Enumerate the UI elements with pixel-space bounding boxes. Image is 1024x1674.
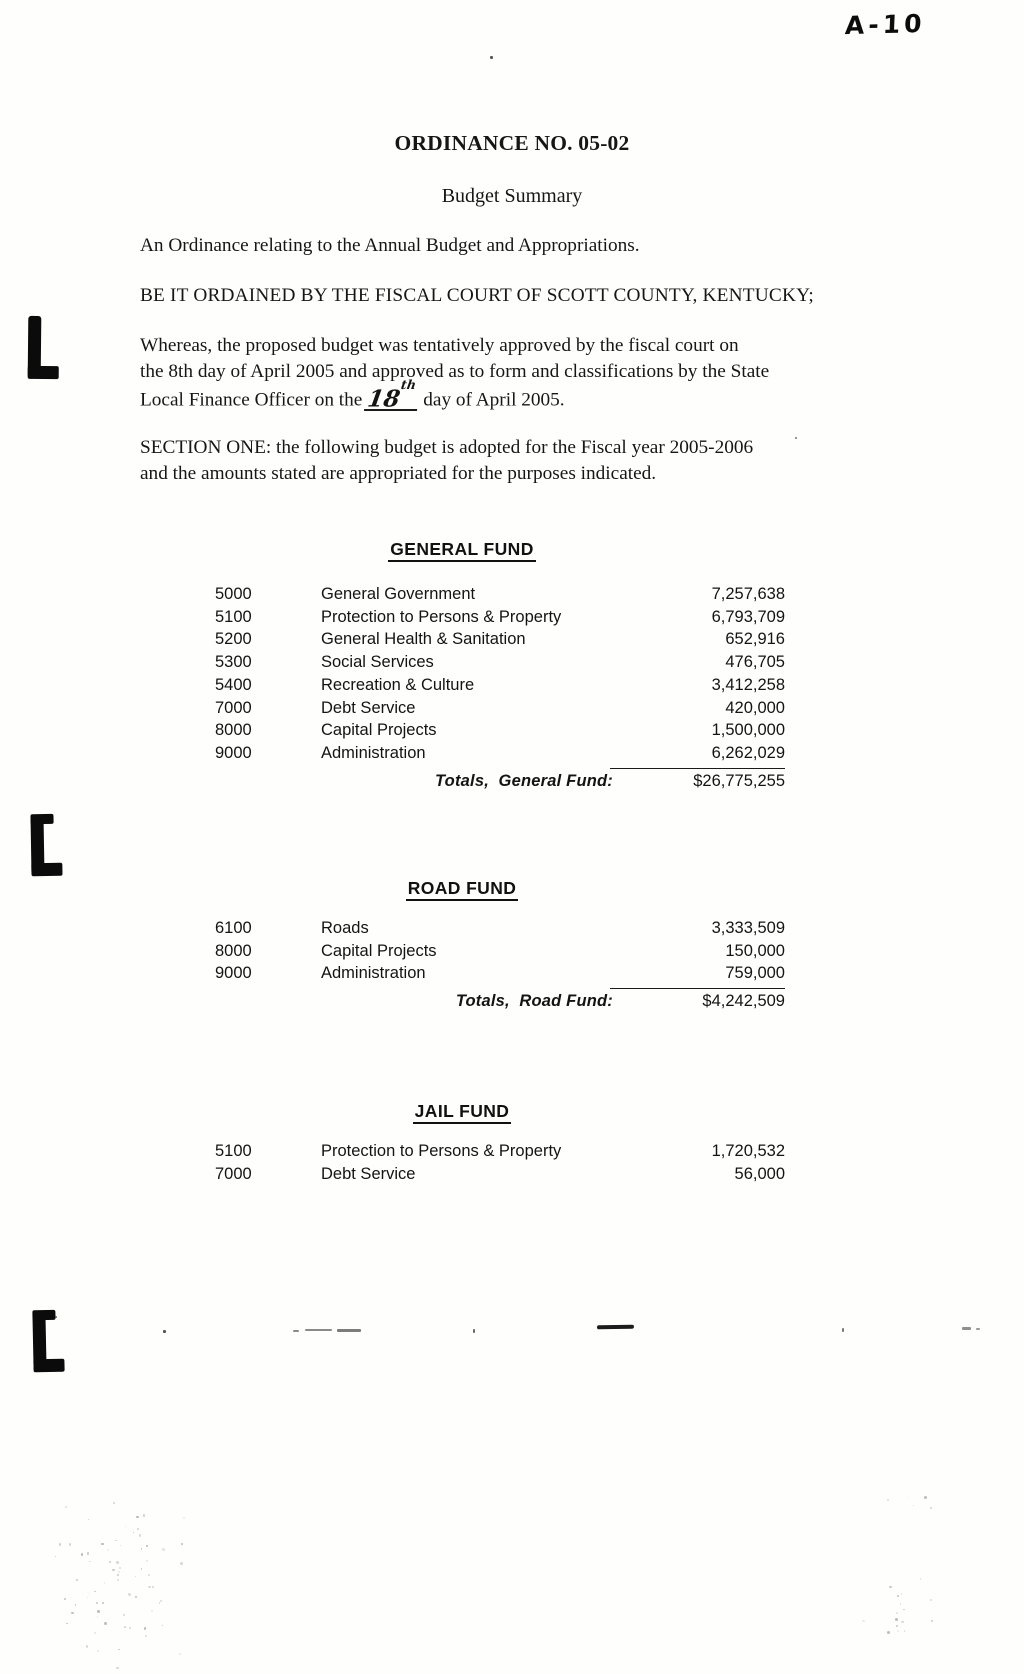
- row-amount: 3,412,258: [711, 675, 785, 694]
- whereas-line: [140, 377, 840, 413]
- jail-fund-table: [215, 1140, 785, 1185]
- table-row: [215, 651, 785, 674]
- row-amount: 7,257,638: [711, 585, 785, 603]
- row-code: 5000: [215, 585, 252, 603]
- table-row: [215, 583, 785, 606]
- row-code: 7000: [215, 698, 252, 717]
- noise-speck: [97, 1610, 100, 1613]
- binder-bracket-mark: [32, 1311, 64, 1372]
- noise-speck: [901, 1593, 902, 1594]
- noise-speck: [133, 1532, 134, 1533]
- noise-speck: [135, 1596, 137, 1598]
- table-row: [215, 719, 785, 742]
- bracket-cap: [32, 1310, 55, 1320]
- noise-speck: [903, 1609, 905, 1611]
- scan-artifact-tick: [473, 1329, 475, 1333]
- row-label: Capital Projects: [321, 721, 437, 740]
- row-label: Debt Service: [321, 698, 416, 717]
- row-amount: 652,916: [725, 630, 785, 649]
- table-row: [215, 674, 785, 697]
- row-label: Administration: [321, 964, 426, 983]
- noise-speck: [81, 1553, 83, 1555]
- noise-speck: [135, 1576, 136, 1577]
- noise-speck: [129, 1627, 131, 1629]
- noise-speck: [908, 1497, 909, 1498]
- noise-speck: [104, 1582, 106, 1584]
- noise-speck: [180, 1562, 183, 1565]
- noise-speck: [113, 1569, 114, 1570]
- noise-speck: [897, 1630, 899, 1632]
- noise-speck: [102, 1602, 104, 1604]
- row-code: 5300: [215, 653, 252, 672]
- noise-speck: [144, 1627, 146, 1629]
- row-amount: 476,705: [725, 653, 785, 672]
- section-one-clause: [140, 435, 840, 486]
- noise-speck: [125, 1526, 126, 1527]
- general-fund-heading: [200, 539, 724, 560]
- noise-speck: [159, 1602, 161, 1604]
- row-label: General Government: [321, 585, 476, 603]
- totals-row: [215, 770, 785, 793]
- noise-speck: [94, 1591, 95, 1592]
- noise-speck: [86, 1645, 89, 1648]
- row-code: 6100: [215, 919, 252, 937]
- row-code: 5100: [215, 607, 252, 626]
- row-label: General Health & Sanitation: [321, 630, 526, 649]
- noise-speck: [148, 1586, 151, 1589]
- noise-speck: [87, 1597, 88, 1598]
- scan-artifact-dot: [55, 1316, 57, 1318]
- noise-speck: [75, 1604, 77, 1606]
- noise-speck: [901, 1621, 903, 1623]
- row-amount: 150,000: [725, 941, 785, 960]
- noise-speck: [148, 1574, 150, 1576]
- noise-speck: [151, 1610, 153, 1612]
- document-subtitle: Budget Summary: [441, 185, 583, 207]
- noise-speck: [141, 1568, 142, 1569]
- handwritten-day-number: 18: [366, 385, 403, 413]
- row-amount: 1,720,532: [711, 1142, 785, 1160]
- row-code: 9000: [215, 743, 252, 762]
- noise-speck: [117, 1574, 119, 1576]
- noise-speck: [89, 1561, 91, 1563]
- bracket-cap: [30, 814, 53, 824]
- bracket-foot: [31, 863, 62, 877]
- noise-speck: [887, 1631, 890, 1634]
- noise-speck: [896, 1612, 898, 1614]
- road-fund-heading-label: ROAD FUND: [406, 878, 519, 901]
- table-row: [215, 917, 785, 940]
- totals-rule: [610, 768, 785, 769]
- noise-speck: [160, 1600, 162, 1602]
- whereas-line: Whereas, the proposed budget was tentatively approved by the fiscal court on: [140, 335, 739, 356]
- noise-speck: [162, 1548, 165, 1551]
- bracket-foot: [33, 1359, 64, 1373]
- scan-artifact-dash: [976, 1328, 980, 1330]
- row-amount: 56,000: [734, 1164, 785, 1183]
- noise-speck: [55, 1556, 56, 1557]
- noise-speck: [117, 1579, 119, 1581]
- page-reference-handwritten: A-10: [844, 8, 927, 41]
- ordinance-title: ORDINANCE NO. 05-02: [394, 131, 630, 155]
- noise-speck: [139, 1534, 142, 1537]
- table-row: [215, 940, 785, 963]
- row-amount: 1,500,000: [711, 721, 785, 740]
- road-fund-table: [215, 917, 785, 1013]
- noise-speck: [116, 1561, 118, 1563]
- whereas-line3-prefix: Local Finance Officer on the: [140, 389, 363, 411]
- whereas-clause: [140, 333, 840, 413]
- noise-speck: [115, 1540, 116, 1541]
- noise-speck: [895, 1618, 898, 1621]
- scan-artifact-dash: [597, 1325, 634, 1330]
- noise-speck: [889, 1586, 892, 1589]
- noise-speck: [920, 1578, 922, 1580]
- noise-speck: [897, 1595, 899, 1597]
- row-amount: 6,793,709: [711, 607, 785, 626]
- noise-speck: [94, 1632, 96, 1634]
- noise-speck: [104, 1622, 107, 1625]
- row-label: Social Services: [321, 653, 434, 672]
- noise-speck: [162, 1625, 163, 1626]
- section-one-line: and the amounts stated are appropriated for the purposes indicated.: [140, 462, 657, 484]
- binder-bracket-mark: [30, 815, 62, 876]
- table-row: [215, 628, 785, 651]
- noise-speck: [107, 1549, 109, 1551]
- bracket-foot: [28, 366, 59, 379]
- noise-speck: [113, 1502, 116, 1505]
- noise-speck: [183, 1517, 185, 1519]
- noise-speck: [118, 1571, 119, 1572]
- row-label: Recreation & Culture: [321, 675, 475, 694]
- noise-speck: [143, 1514, 146, 1517]
- noise-speck: [931, 1620, 933, 1622]
- table-row: [215, 1163, 785, 1186]
- row-code: 5400: [215, 675, 252, 694]
- noise-speck: [97, 1650, 99, 1652]
- row-label: Capital Projects: [321, 941, 437, 960]
- noise-speck: [904, 1630, 906, 1632]
- totals-amount: $4,242,509: [702, 992, 785, 1011]
- noise-speck: [128, 1593, 131, 1596]
- noise-speck: [152, 1586, 154, 1588]
- noise-speck: [64, 1598, 66, 1600]
- noise-speck: [900, 1603, 901, 1604]
- row-label: Protection to Persons & Property: [321, 1142, 562, 1160]
- noise-speck: [145, 1635, 147, 1637]
- whereas-line: the 8th day of April 2005 and approved as to form and classifications by the State: [140, 360, 770, 382]
- noise-speck: [181, 1543, 183, 1545]
- table-row: [215, 1140, 785, 1163]
- table-row: [215, 697, 785, 720]
- noise-speck: [124, 1626, 126, 1628]
- row-amount: 759,000: [725, 964, 785, 983]
- road-fund-heading: [200, 878, 724, 899]
- noise-speck: [69, 1543, 72, 1546]
- general-fund-heading-label: GENERAL FUND: [388, 539, 536, 562]
- noise-speck: [97, 1616, 98, 1617]
- noise-speck: [87, 1552, 90, 1555]
- jail-fund-heading-label: JAIL FUND: [413, 1101, 512, 1124]
- whereas-line3-suffix: day of April 2005.: [423, 389, 565, 411]
- noise-speck: [930, 1599, 932, 1601]
- section-one-line: SECTION ONE: the following budget is adopted for the Fiscal year 2005-2006: [140, 437, 754, 458]
- totals-amount: $26,775,255: [693, 771, 785, 790]
- noise-speck: [862, 1620, 865, 1623]
- scan-artifact-dash: [337, 1329, 361, 1332]
- ordained-clause: BE IT ORDAINED BY THE FISCAL COURT OF SCOTT COUNTY, KENTUCKY;: [140, 285, 814, 306]
- noise-speck: [116, 1667, 119, 1670]
- noise-speck: [88, 1519, 89, 1520]
- noise-speck: [924, 1496, 927, 1499]
- noise-speck: [101, 1543, 104, 1546]
- noise-speck: [930, 1507, 932, 1509]
- noise-speck: [146, 1545, 148, 1547]
- noise-speck: [118, 1649, 120, 1651]
- scan-artifact-dash: [293, 1330, 299, 1332]
- handwritten-day-suffix: th: [400, 377, 418, 393]
- noise-speck: [179, 1653, 181, 1655]
- noise-speck: [146, 1560, 148, 1562]
- totals-row: [215, 990, 785, 1013]
- noise-speck: [66, 1623, 68, 1625]
- noise-speck: [88, 1593, 89, 1594]
- table-row: [215, 606, 785, 629]
- row-label: Roads: [321, 919, 369, 937]
- noise-speck: [120, 1545, 121, 1546]
- table-row: [215, 962, 785, 985]
- scan-artifact-dash: [962, 1327, 971, 1330]
- row-code: 5200: [215, 630, 252, 649]
- noise-speck: [96, 1602, 98, 1604]
- row-code: 7000: [215, 1164, 252, 1183]
- binder-bracket-mark: [28, 316, 60, 378]
- noise-speck: [896, 1625, 898, 1627]
- row-amount: 420,000: [725, 698, 785, 717]
- table-row: [215, 742, 785, 765]
- noise-speck: [65, 1506, 67, 1508]
- row-amount: 6,262,029: [711, 743, 785, 762]
- noise-speck: [137, 1528, 139, 1530]
- noise-speck: [141, 1548, 142, 1549]
- totals-rule: [610, 988, 785, 989]
- noise-speck: [119, 1567, 121, 1569]
- noise-speck: [136, 1516, 139, 1519]
- noise-speck: [123, 1614, 126, 1617]
- scan-artifact-dot: [795, 437, 797, 439]
- row-label: Debt Service: [321, 1164, 416, 1183]
- row-label: Administration: [321, 743, 426, 762]
- noise-speck: [913, 1505, 914, 1506]
- row-code: 8000: [215, 941, 252, 960]
- jail-fund-heading: [200, 1101, 724, 1122]
- row-code: 5100: [215, 1142, 252, 1160]
- noise-speck: [76, 1579, 77, 1580]
- totals-label: Totals, Road Fund:: [455, 992, 613, 1011]
- general-fund-table: [215, 583, 785, 792]
- noise-speck: [71, 1612, 74, 1615]
- noise-speck: [109, 1561, 111, 1563]
- scan-artifact-dash: [305, 1329, 332, 1331]
- scan-artifact-dot: [163, 1330, 166, 1333]
- noise-speck: [887, 1499, 889, 1501]
- intro-paragraph: An Ordinance relating to the Annual Budget and Appropriations.: [140, 235, 640, 256]
- noise-speck: [59, 1543, 61, 1545]
- row-code: 9000: [215, 964, 252, 983]
- totals-label: Totals, General Fund:: [435, 771, 613, 790]
- row-code: 8000: [215, 721, 252, 740]
- scan-artifact-tick: [842, 1328, 844, 1332]
- handwritten-day-18th: [364, 377, 421, 413]
- row-label: Protection to Persons & Property: [321, 607, 562, 626]
- row-amount: 3,333,509: [711, 919, 785, 937]
- scan-artifact-dot: [490, 56, 493, 59]
